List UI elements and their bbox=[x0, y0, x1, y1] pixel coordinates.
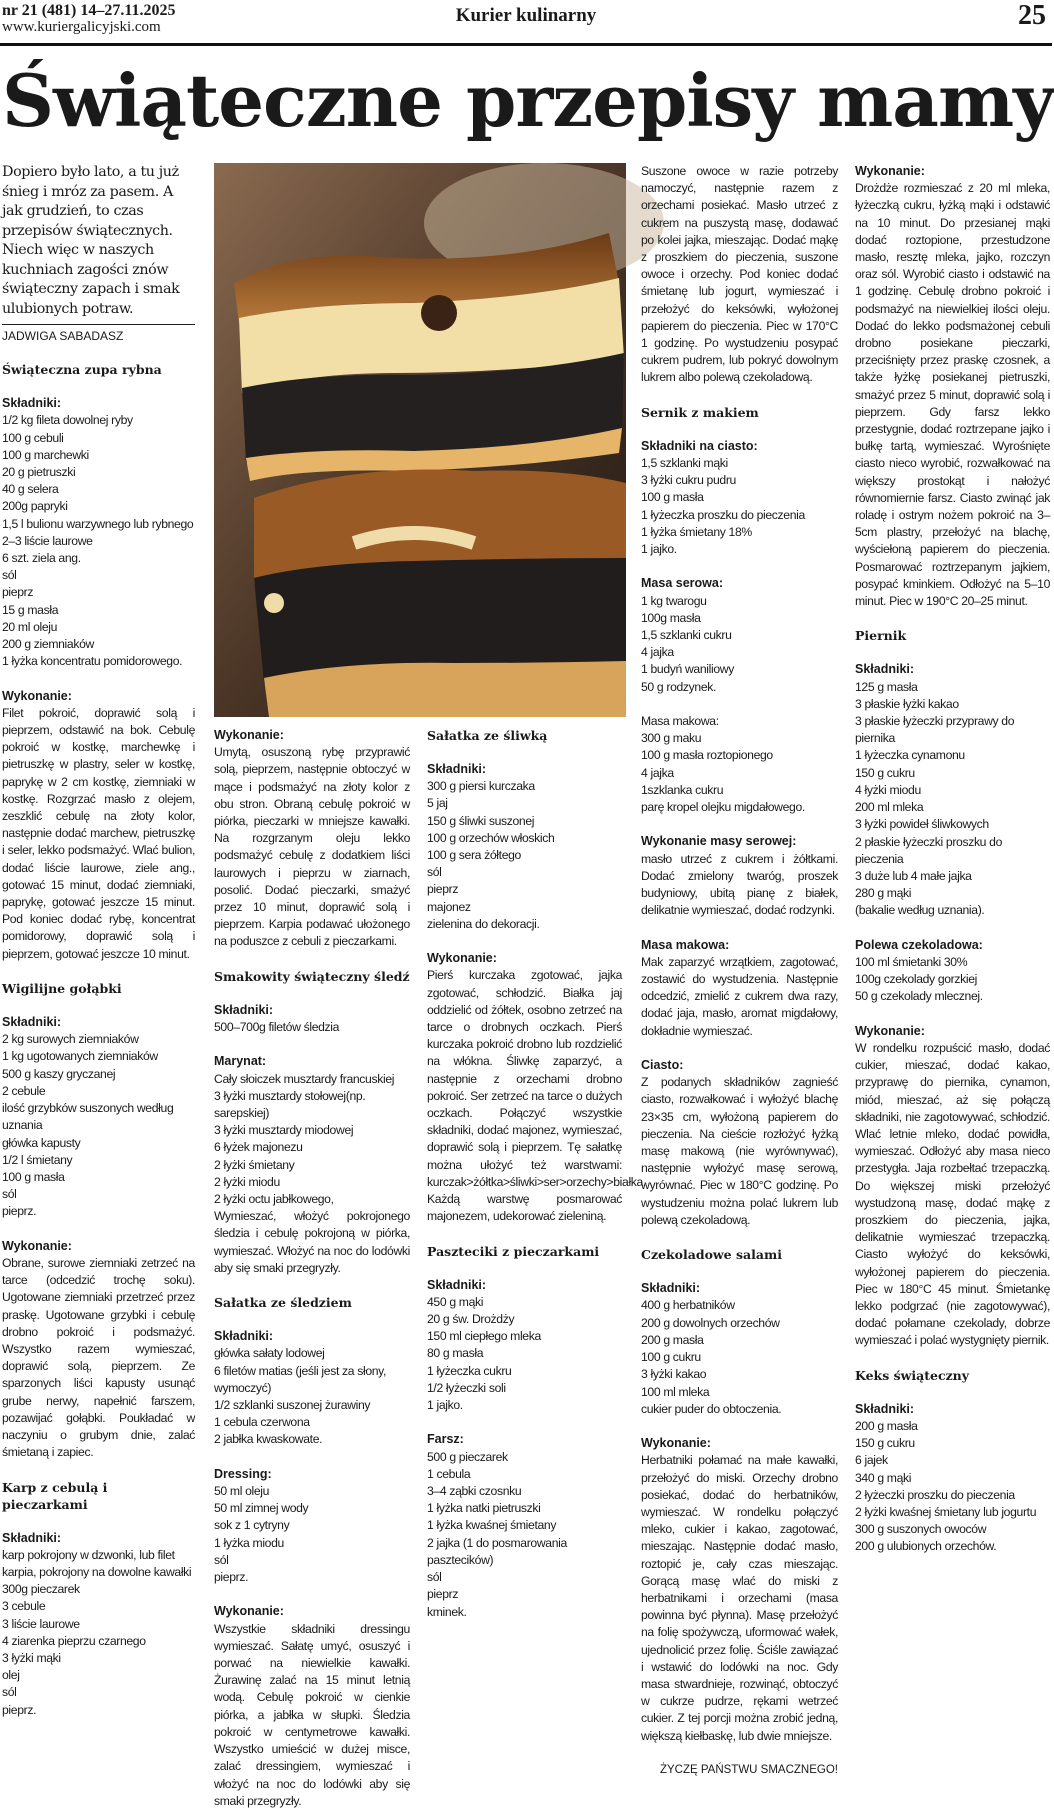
list-item: 280 g mąki bbox=[855, 886, 912, 901]
list-item: 1/2 łyżeczki soli bbox=[427, 1380, 506, 1395]
ingredients-label: Składniki: bbox=[641, 1281, 701, 1296]
list-item: główka kapusty bbox=[2, 1135, 81, 1150]
recipe-title-salami: Czekoladowe salami bbox=[641, 1247, 782, 1263]
list-item: sól bbox=[427, 1570, 442, 1585]
list-item: 1 łyżka miodu bbox=[214, 1535, 284, 1550]
poppy-mass-list bbox=[641, 730, 838, 816]
dressing-list bbox=[214, 1483, 410, 1586]
list-item: 1 cebula bbox=[427, 1466, 471, 1481]
list-item: 3 duże lub 4 małe jajka bbox=[855, 868, 972, 883]
list-item: 2 łyżki miodu bbox=[214, 1174, 280, 1189]
ingredients-list bbox=[641, 1297, 838, 1417]
ingredients-list bbox=[214, 1019, 410, 1036]
list-item: 4 jajka bbox=[641, 765, 674, 780]
list-item: 2 jajka (1 do posmarowania pasztecików) bbox=[427, 1535, 567, 1567]
ingredients-label: Składniki: bbox=[2, 396, 62, 411]
list-item: 200 g masła bbox=[641, 1332, 704, 1347]
method-label: Wykonanie: bbox=[855, 1023, 925, 1038]
method-text: Umytą, osuszoną rybę przyprawić solą, pieprzem, następnie obtoczyć w mące i podsmażyć na złoty kolor z obu stron. Obraną cebulę pokroić w piórka, pieczarki w mniejsze kawałki. Na rozgrzanym oleju lekko podsmażyć cebulę z dodatkiem liści laurowych i pieprzu w ziarnach, posolić. Dodać pieczarki, smażyć przez 10 minut, doprawić solą i pieprzem. Karpia podawać ułożonego na poduszce z cebuli z pieczarkami. bbox=[214, 745, 410, 949]
list-item: 50 g czekolady mlecznej. bbox=[855, 989, 983, 1004]
list-item: główka sałaty lodowej bbox=[214, 1346, 325, 1361]
list-item: pieprz. bbox=[2, 1702, 37, 1717]
list-item: 1 budyń waniliowy bbox=[641, 662, 734, 677]
column-1 bbox=[2, 163, 195, 1719]
ingredients-label: Składniki: bbox=[2, 1530, 62, 1545]
list-item: sól bbox=[214, 1552, 229, 1567]
recipe-title-piernik: Piernik bbox=[855, 628, 907, 644]
list-item: 2 łyżeczki proszku do pieczenia bbox=[855, 1487, 1015, 1502]
list-item: 20 g pietruszki bbox=[2, 465, 76, 480]
list-item: pieprz bbox=[2, 585, 34, 600]
list-item: ilość grzybków suszonych według uznania bbox=[2, 1101, 174, 1133]
list-item: 300g pieczarek bbox=[2, 1582, 80, 1597]
list-item: 3 płaskie łyżki kakao bbox=[855, 696, 959, 711]
list-item: 2–3 liście laurowe bbox=[2, 533, 93, 548]
list-item: 20 ml oleju bbox=[2, 619, 58, 634]
list-item: 150 ml ciepłego mleka bbox=[427, 1329, 541, 1344]
list-item: 1,5 l bulionu warzywnego lub rybnego bbox=[2, 516, 194, 531]
ingredients-label: Składniki: bbox=[427, 762, 487, 776]
list-item: 1 kg ugotowanych ziemniaków bbox=[2, 1049, 158, 1064]
list-item: sól bbox=[2, 1187, 17, 1202]
ingredients-label: Składniki: bbox=[855, 1401, 915, 1416]
lead-paragraph: Dopiero było lato, a tu już śnieg i mróz za pasem. A jak grudzień, to czas przepisów świątecznych. Niech więc w naszych kuchniach zagości znów świąteczny zapach i smak ulubionych potraw. bbox=[2, 164, 180, 317]
list-item: 4 jajka bbox=[641, 645, 674, 660]
list-item: 2 cebule bbox=[2, 1083, 46, 1098]
ingredients-list bbox=[2, 1031, 195, 1220]
list-item: 1 łyżka koncentratu pomidorowego. bbox=[2, 654, 183, 669]
list-item: pieprz. bbox=[2, 1204, 37, 1219]
list-item: majonez bbox=[427, 899, 471, 914]
list-item: sól bbox=[2, 568, 17, 583]
list-item: 150 g śliwki suszonej bbox=[427, 813, 535, 828]
list-item: 100 g orzechów włoskich bbox=[427, 830, 555, 845]
list-item: 1 jajko. bbox=[641, 542, 677, 557]
list-item: 4 ziarenka pieprzu czarnego bbox=[2, 1633, 146, 1648]
section-title: Kurier kulinarny bbox=[455, 5, 597, 26]
list-item: 6 łyżek majonezu bbox=[214, 1140, 303, 1155]
method-label: Wykonanie: bbox=[2, 1238, 72, 1253]
method-label: Wykonanie: bbox=[214, 1604, 284, 1619]
ingredients-label: Składniki: bbox=[214, 1002, 274, 1017]
list-item: 2 łyżki śmietany bbox=[214, 1157, 295, 1172]
list-item: 100g czekolady gorzkiej bbox=[855, 972, 978, 987]
ingredients-label: Składniki: bbox=[427, 1277, 487, 1292]
list-item: olej bbox=[2, 1668, 20, 1683]
list-item: pieprz bbox=[427, 882, 459, 897]
method-label: Wykonanie masy serowej: bbox=[641, 834, 797, 849]
list-item: 50 g rodzynek. bbox=[641, 679, 717, 694]
method-text: Drożdże rozmieszać z 20 ml mleka, łyżeczką cukru, łyżką mąki i odstawić na 10 minut. Do przesianej mąki dodać roztopione, przestudzone masło, resztę mleka, jajko, rozczyn oraz sól. Wyrobić ciasto i odstawić na 1 godzinę. Cebulę drobno pokroić i podsmażyć na niewielkiej ilości oleju. Dodać do lekko podsmażonej cebuli drobno posiekane pieczarki, przeciśnięty przez praskę czosnek, a także łyżkę posiekanej pietruszki, smażyć przez 5 minut, doprawić solą i pieprzem. Gdy farsz lekko przestygnie, dodać roztrzepane jajko i bułkę tartą, wymieszać. Wyrośnięte ciasto nieco wyrobić, rozwałkować na większy prostokąt i nałożyć równomiernie farsz. Ciasto zwinąć jak roladę i ostrym nożem pokroić na 3–5cm plastry, przełożyć na blachę, wyściełoną papierem do pieczenia. Posmarować roztrzepanym jajkiem, posypać kminkiem. Odłożyć na 5–10 minut. Piec w 190°C 20–25 minut. bbox=[855, 181, 1050, 609]
list-item: 1 cebula czerwona bbox=[214, 1415, 310, 1430]
list-item: 2 jabłka kwaskowate. bbox=[214, 1432, 323, 1447]
list-item: 100 g masła bbox=[2, 1169, 65, 1184]
list-item: karp pokrojony w dzwonki, lub filet karpia, pokrojony na dowolne kawałki bbox=[2, 1547, 192, 1579]
list-item: kminek. bbox=[427, 1604, 467, 1619]
method-text: W rondelku rozpuścić masło, dodać cukier, mieszać, dodać kakao, przyprawę do piernika, cynamon, miód, mieszać, aż się połączą składniki, nie zagotowywać, schłodzić. Wlać letnie mleko, dodać powidła, wymieszać. Odłożyć aby masa nieco przestygła. Jaja rozbełtać trzepaczką. Do większej miski przełożyć wystudzoną masę, dodać mąkę z proszkiem do pieczenia, jajka, delikatnie wymieszać trzepaczką. Ciasto wyłożyć do keksówki, wyłożonej papierem do pieczenia. Piec w 180°C 45 minut. Śmietankę lekko podgrzać (nie zagotowywać), dodać połamane czekolady, dobrze wymieszać i polać wystygnięty piernik. bbox=[855, 1040, 1050, 1348]
column-3 bbox=[427, 727, 647, 1621]
list-item: sok z 1 cytryny bbox=[214, 1518, 290, 1533]
ingredients-label: Składniki: bbox=[2, 1015, 62, 1030]
list-item: 3 płaskie łyżeczki przyprawy do piernika bbox=[855, 714, 1015, 746]
ingredients-list bbox=[427, 778, 622, 933]
list-item: 200 g ziemniaków bbox=[2, 637, 94, 652]
cake-slices-photo bbox=[214, 163, 626, 717]
ingredients-list bbox=[855, 679, 1050, 920]
list-item: 3 łyżki powideł śliwkowych bbox=[855, 817, 989, 832]
method-label: Wykonanie: bbox=[2, 688, 72, 703]
page-header bbox=[0, 0, 1052, 46]
method-text: Herbatniki połamać na małe kawałki, przełożyć do miski. Orzechy drobno posiekać, dodać do herbatników, wymieszać. W rondelku połączyć mleko, cukier i kakao, zagotować, mieszając. Następnie dodać masło, roztopić je, cały czas mieszając. Gorącą masę wlać do miski z herbatnikami i orzechami (masa powinna być płynna). Masę przełożyć na folię spożywczą, uformować wałek, ujednolicić przez folię. Ściśle zawiązać i wstawić do lodówki na noc. Gdy masa stwardnieje, rozwinąć, obtoczyć w cukrze pudrze, rękami wetrzeć cukier. Z tej porcji można zrobić jedną, większą kiełbaskę, lub dwie mniejsze. bbox=[641, 1453, 838, 1743]
issue-number: nr 21 (481) 14–27.11.2025 bbox=[2, 2, 176, 19]
list-item: 200 g dowolnych orzechów bbox=[641, 1315, 780, 1330]
list-item: 1 łyżka śmietany 18% bbox=[641, 524, 752, 539]
list-item: 1/2 kg fileta dowolnej ryby bbox=[2, 413, 133, 428]
method-label: Masa makowa: bbox=[641, 937, 730, 952]
page-number: 25 bbox=[1018, 0, 1046, 31]
list-item: 3 łyżki musztardy miodowej bbox=[214, 1123, 354, 1138]
method-label: Wykonanie: bbox=[641, 1436, 711, 1451]
method-label: Ciasto: bbox=[641, 1058, 684, 1073]
marinade-list bbox=[214, 1071, 410, 1209]
list-item: 2 łyżki kwaśnej śmietany lub jogurtu bbox=[855, 1504, 1037, 1519]
recipe-title-karp: Karp z cebulą i pieczarkami bbox=[2, 1479, 108, 1512]
ingredients-label: Składniki: bbox=[214, 1329, 274, 1344]
list-item: 300 g piersi kurczaka bbox=[427, 779, 535, 794]
list-item: sól bbox=[2, 1685, 17, 1700]
list-item: 20 g św. Drożdży bbox=[427, 1312, 515, 1327]
list-item: 100 g masła bbox=[641, 490, 704, 505]
list-item: 3 łyżki mąki bbox=[2, 1650, 61, 1665]
recipe-title-paszteciki: Paszteciki z pieczarkami bbox=[427, 1243, 600, 1259]
list-item: 100 g marchewki bbox=[2, 447, 89, 462]
list-item: 200 g ulubionych orzechów. bbox=[855, 1539, 997, 1554]
dough-list bbox=[641, 455, 838, 558]
list-item: 3–4 ząbki czosnku bbox=[427, 1484, 522, 1499]
list-item: 1 łyżeczka cynamonu bbox=[855, 748, 965, 763]
list-item: zielenina do dekoracji. bbox=[427, 916, 540, 931]
ingredients-list bbox=[214, 1345, 410, 1448]
list-item: 5 jaj bbox=[427, 796, 448, 811]
list-item: (bakalie według uznania). bbox=[855, 903, 985, 918]
method-text: masło utrzeć z cukrem i żółtkami. Dodać zmielony twaróg, proszek budyniowy, ubitą pianę z białek, delikatnie wymieszać, dodać rodzynki. bbox=[641, 851, 838, 918]
list-item: 100 g sera żółtego bbox=[427, 848, 521, 863]
list-item: 100 g masła roztopionego bbox=[641, 748, 773, 763]
list-item: 340 g mąki bbox=[855, 1470, 912, 1485]
method-text: Obrane, surowe ziemniaki zetrzeć na tarce (odcedzić trochę soku). Ugotowane ziemniaki przetrzeć przez praskę. Ugotowane grzybki i cebulę drobno pokroić i podsmażyć. Wszystko razem wymieszać, doprawić solą, pieprzem. Ze sparzonych liści kapusty usunąć grube nerwy, napełnić farszem, pozawijać gołąbki. Poukładać w naczyniu o grubym dnie, zalać śmietaną i zapiec. bbox=[2, 1255, 195, 1460]
method-text: Wszystkie składniki dressingu wymieszać. Sałatę umyć, osuszyć i porwać na niewielkie kawałki. Żurawinę zalać na 15 minut letnią wodą. Cebulę pokroić w cienkie piórka, a jabłka w słupki. Śledzia pokroić w centymetrowe kawałki. Wszystko umieścić w dużej misce, zalać dressingiem, wymieszać i włożyć na noc do lodówki aby się smaki przegryzły. bbox=[214, 1621, 410, 1808]
ingredients-list bbox=[427, 1294, 622, 1414]
list-item: 400 g herbatników bbox=[641, 1298, 735, 1313]
recipe-title-keks: Keks świąteczny bbox=[855, 1367, 970, 1383]
author-byline: JADWIGA SABADASZ bbox=[2, 324, 195, 345]
recipe-title-sledz: Smakowity świąteczny śledź bbox=[214, 968, 410, 984]
list-item: 1szklanka cukru bbox=[641, 782, 724, 797]
list-item: 500 g kaszy gryczanej bbox=[2, 1066, 116, 1081]
list-item: 2 płaskie łyżeczki proszku do pieczenia bbox=[855, 834, 1003, 866]
list-item: 1 łyżeczka proszku do pieczenia bbox=[641, 507, 805, 522]
list-item: 200 ml mleka bbox=[855, 800, 924, 815]
list-item: parę kropel olejku migdałowego. bbox=[641, 800, 805, 815]
photo-illustration bbox=[214, 163, 626, 717]
list-item: 2 kg surowych ziemniaków bbox=[2, 1032, 139, 1047]
method-text: Pierś kurczaka zgotować, jajka zgotować, schłodzić. Białka jaj oddzielić od żółtek, osobno zetrzeć na tarce o drobnych oczkach. Pierś kurczaka pokroić drobno lub rozdzielić na włókna. Śliwkę zaparzyć, a następnie z orzechami drobno pokroić. Ser zetrzeć na tarce o dużych oczkach. Połączyć wszystkie składniki, dodać majonez, wymieszać, doprawić solą i pieprzem. Tę sałatkę można ułożyć też warstwami: kurczak>żółtka>śliwki>ser>orzechy>białka. Każdą warstwę posmarować majonezem, udekorować zieleniną. bbox=[427, 968, 647, 1224]
recipe-title-golabki: Wigilijne gołąbki bbox=[2, 981, 122, 997]
list-item: 50 ml zimnej wody bbox=[214, 1501, 309, 1516]
method-text: Suszone owoce w razie potrzeby namoczyć, następnie razem z orzechami posiekać. Masło utrzeć z cukrem na puszystą masę, dodawać po kolei jajka, mieszając. Dodać mąkę z proszkiem do pieczenia, suszone owoce i orzechy. Pod koniec dodać śmietanę lub jogurt, wymieszać i przełożyć do keksówki, wyłożonej papierem do pieczenia. Piec w 170°C 1 godzinę. Po wystudzeniu posypać cukrem pudrem, lub pokryć dowolnym lukrem albo polewą czekoladową. bbox=[641, 164, 838, 385]
list-item: Cały słoiczek musztardy francuskiej bbox=[214, 1071, 395, 1086]
method-label: Wykonanie: bbox=[427, 951, 497, 966]
glaze-label: Polewa czekoladowa: bbox=[855, 937, 983, 952]
list-item: 15 g masła bbox=[2, 602, 59, 617]
list-item: 6 szt. ziela ang. bbox=[2, 551, 81, 566]
list-item: 6 jajek bbox=[855, 1453, 888, 1468]
list-item: 1 łyżeczka cukru bbox=[427, 1363, 512, 1378]
closing-wish: ŻYCZĘ PAŃSTWU SMACZNEGO! bbox=[659, 1763, 838, 1776]
filling-list bbox=[427, 1449, 622, 1621]
poppy-mass-label: Masa makowa: bbox=[641, 714, 719, 729]
list-item: 500 g pieczarek bbox=[427, 1449, 508, 1464]
website-url: www.kuriergalicyjski.com bbox=[2, 19, 161, 35]
list-item: 450 g mąki bbox=[427, 1294, 484, 1309]
glaze-list bbox=[855, 954, 1050, 1006]
dough-label: Składniki na ciasto: bbox=[641, 438, 758, 453]
dressing-label: Dressing: bbox=[214, 1466, 272, 1481]
list-item: 1 łyżka kwaśnej śmietany bbox=[427, 1518, 557, 1533]
list-item: 3 liście laurowe bbox=[2, 1616, 80, 1631]
method-text: Filet pokroić, doprawić solą i pieprzem, odstawić na bok. Cebulę pokroić w kostkę, marchewkę i pietruszkę w plastry, seler w kostkę, paprykę w 2 cm kostkę, ziemniaki w kostkę. Rozgrzać masło z olejem, zeszklić cebulę na złoty kolor, następnie dodać marchew, pietruszkę i seler, lekko podsmażyć. Wlać bulion, dodać liście laurowe, ziele ang., gotować 15 minut, dodać ziemniaki, paprykę, gotować jeszcze 15 minut. Pod koniec dodać rybę, koncentrat pomidorowy, doprawić solą i pieprzem, gotować jeszcze 10 minut. bbox=[2, 705, 195, 961]
list-item: 3 łyżki cukru pudru bbox=[641, 473, 736, 488]
list-item: pieprz. bbox=[214, 1570, 249, 1585]
list-item: 1 łyżka natki pietruszki bbox=[427, 1501, 541, 1516]
list-item: 100 g cebuli bbox=[2, 430, 64, 445]
list-item: 4 łyżki miodu bbox=[855, 782, 921, 797]
recipe-title-zupa: Świąteczna zupa rybna bbox=[2, 362, 162, 378]
list-item: 150 g cukru bbox=[855, 765, 915, 780]
method-label: Wykonanie: bbox=[855, 164, 925, 178]
recipe-title-sernik: Sernik z makiem bbox=[641, 404, 759, 420]
list-item: 1,5 szklanki cukru bbox=[641, 628, 732, 643]
filling-label: Farsz: bbox=[427, 1432, 464, 1447]
method-text: Wymieszać, włożyć pokrojonego śledzia i cebulę pokrojoną w piórka, wymieszać. Włożyć na noc do lodówki aby się smaki przegryzły. bbox=[214, 1209, 410, 1275]
list-item: 80 g masła bbox=[427, 1346, 484, 1361]
method-text: Z podanych składników zagnieść ciasto, rozwałkować i wyłożyć blachę 23×35 cm, wyłożoną papierem do pieczenia. Na cieście rozłożyć łyżką masę makową (nie wyrównywać), następnie wyłożyć masę serową, wyrównać. Piec w 180°C godzinę. Po wystudzeniu można polać lukrem lub polewą czekoladową. bbox=[641, 1075, 838, 1227]
list-item: 300 g suszonych owoców bbox=[855, 1522, 987, 1537]
list-item: 3 cebule bbox=[2, 1599, 46, 1614]
list-item: 3 łyżki kakao bbox=[641, 1367, 707, 1382]
ingredients-list bbox=[2, 1547, 195, 1719]
recipe-title-salatka-sledz: Sałatka ze śledziem bbox=[214, 1295, 352, 1311]
column-4 bbox=[641, 163, 838, 1779]
cheese-mass-label: Masa serowa: bbox=[641, 576, 723, 591]
list-item: 100g masła bbox=[641, 610, 701, 625]
list-item: 1/2 l śmietany bbox=[2, 1152, 73, 1167]
list-item: 100 ml mleka bbox=[641, 1384, 710, 1399]
article-title: Świąteczne przepisy mamy bbox=[2, 58, 1054, 143]
list-item: 2 łyżki octu jabłkowego, bbox=[214, 1192, 334, 1207]
list-item: 3 łyżki musztardy stołowej(np. sarepskiej) bbox=[214, 1088, 366, 1121]
method-text: Mak zaparzyć wrzątkiem, zagotować, zostawić do wystudzenia. Następnie odcedzić, zmielić z cukrem dwa razy, dodać jaja, masło, aromat migdałowy, dokładnie wymieszać. bbox=[641, 954, 838, 1038]
list-item: 200 g masła bbox=[855, 1418, 918, 1433]
ingredients-list bbox=[2, 412, 195, 670]
list-item: 40 g selera bbox=[2, 482, 59, 497]
list-item: cukier puder do obtoczenia. bbox=[641, 1401, 782, 1416]
list-item: sól bbox=[427, 865, 442, 880]
list-item: 200g papryki bbox=[2, 499, 68, 514]
list-item: 300 g maku bbox=[641, 731, 702, 746]
method-label: Wykonanie: bbox=[214, 728, 284, 742]
list-item: 125 g masła bbox=[855, 679, 918, 694]
cheese-mass-list bbox=[641, 593, 838, 696]
list-item: 500–700g filetów śledzia bbox=[214, 1020, 340, 1035]
recipe-title-salatka-sliwka: Sałatka ze śliwką bbox=[427, 728, 548, 743]
list-item: 1 jajko. bbox=[427, 1398, 463, 1413]
list-item: 1 kg twarogu bbox=[641, 593, 707, 608]
list-item: 100 ml śmietanki 30% bbox=[855, 954, 968, 969]
list-item: 150 g cukru bbox=[855, 1436, 915, 1451]
list-item: 6 filetów matias (jeśli jest za słony, wymoczyć) bbox=[214, 1363, 387, 1395]
list-item: 1/2 szklanki suszonej żurawiny bbox=[214, 1398, 371, 1413]
list-item: 100 g cukru bbox=[641, 1350, 701, 1365]
ingredients-list bbox=[855, 1418, 1050, 1556]
column-5 bbox=[855, 163, 1050, 1556]
list-item: pieprz bbox=[427, 1587, 459, 1602]
list-item: 50 ml oleju bbox=[214, 1484, 270, 1499]
ingredients-label: Składniki: bbox=[855, 662, 915, 677]
list-item: 1,5 szklanki mąki bbox=[641, 456, 728, 471]
marinade-label: Marynat: bbox=[214, 1054, 267, 1069]
column-2 bbox=[214, 727, 410, 1810]
